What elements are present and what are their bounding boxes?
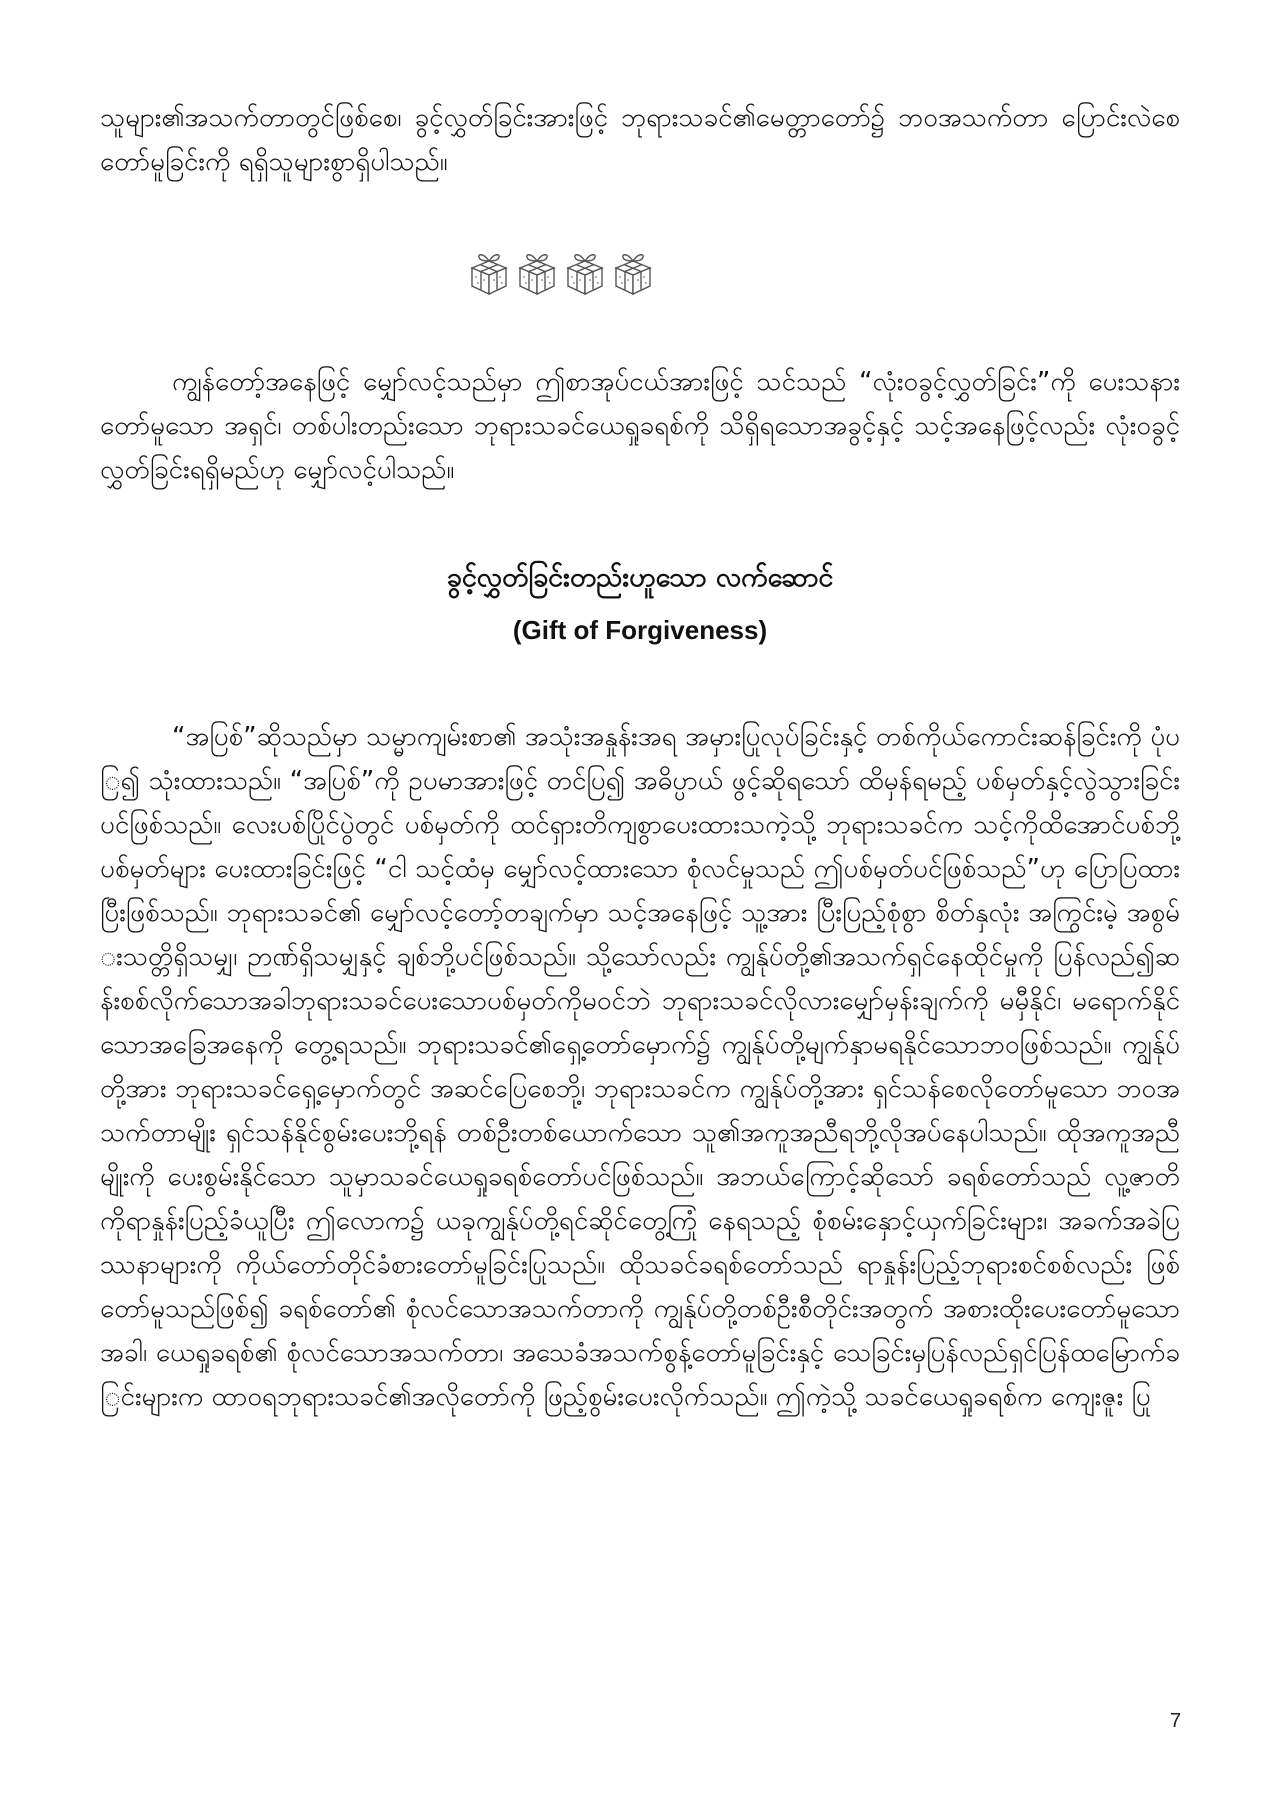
- main-paragraph: “အပြစ်”ဆိုသည်မှာ သမ္မာကျမ်းစာ၏ အသုံးအနှုန်းအရ အမှားပြုလုပ်ခြင်းနှင့် တစ်ကိုယ်ကောင်းဆန်ခြင်းကို ပုံပြ၍ သုံးထားသည်။ “အပြစ်”ကို ဥပမာအားဖြင့် တင်ပြ၍ အဓိပ္ပာယ် ဖွင့်ဆိုရသော် ထိမှန်ရမည့် ပစ်မှတ်နှင့်လွဲသွားခြင်းပင်ဖြစ်သည်။ လေးပစ်ပြိုင်ပွဲတွင် ပစ်မှတ်ကို ထင်ရှားတိကျစွာပေးထားသကဲ့သို့ ဘုရားသခင်က သင့်ကိုထိအောင်ပစ်ဘို့ ပစ်မှတ်များ ပေးထားခြင်းဖြင့် “ငါ သင့်ထံမှ မျှော်လင့်ထားသော စုံလင်မှုသည် ဤပစ်မှတ်ပင်ဖြစ်သည်”ဟု ပြောပြထားပြီးဖြစ်သည်။ ဘုရားသခင်၏ မျှော်လင့်တော့်တချက်မှာ သင့်အနေဖြင့် သူ့အား ပြီးပြည့်စုံစွာ စိတ်နှလုံး အကြွင်းမဲ့ အစွမ်းသတ္တိရှိသမျှ၊ ဉာဏ်ရှိသမျှနှင့် ချစ်ဘို့ပင်ဖြစ်သည်။ သို့သော်လည်း ကျွန်ုပ်တို့၏အသက်ရှင်နေထိုင်မှုကို ပြန်လည်၍ဆန်းစစ်လိုက်သောအခါဘုရားသခင်ပေးသောပစ်မှတ်ကိုမဝင်ဘဲ ဘုရားသခင်လိုလားမျှော်မှန်းချက်ကို မမှီနိုင်၊ မရောက်နိုင်သောအခြေအနေကို တွေ့ရသည်။ ဘုရားသခင်၏ရှေ့တော်မှောက်၌ ကျွန်ုပ်တို့မျက်နှာမရနိုင်သောဘဝဖြစ်သည်။ ကျွန်ုပ်တို့အား ဘုရားသခင်ရှေ့မှောက်တွင် အဆင်ပြေစေဘို့၊ ဘုရားသခင်က ကျွန်ုပ်တို့အား ရှင်သန်စေလိုတော်မူသော ဘဝအသက်တာမျိုး ရှင်သန်နိုင်စွမ်းပေးဘို့ရန် တစ်ဦးတစ်ယောက်သော သူ၏အကူအညီရဘို့လိုအပ်နေပါသည်။ ထိုအကူအညီမျိုးကို ပေးစွမ်းနိုင်သော သူမှာသခင်ယေရှုခရစ်တော်ပင်ဖြစ်သည်။ အဘယ်ကြောင့်ဆိုသော် ခရစ်တော်သည် လူ့ဇာတိကိုရာနှုန်းပြည့်ခံယူပြီး ဤလောက၌ ယခုကျွန်ုပ်တို့ရင်ဆိုင်တွေ့ကြုံ နေရသည့် စုံစမ်းနှောင့်ယှက်ခြင်းများ၊ အခက်အခဲပြဿနာများကို ကိုယ်တော်တိုင်ခံစားတော်မူခြင်းပြုသည်။ ထိုသခင်ခရစ်တော်သည် ရာနှုန်းပြည့်ဘုရားစင်စစ်လည်း ဖြစ်တော်မူသည်ဖြစ်၍ ခရစ်တော်၏ စုံလင်သောအသက်တာကို ကျွန်ုပ်တို့တစ်ဦးစီတိုင်းအတွက် အစားထိုးပေးတော်မူသောအခါ၊ ယေရှုခရစ်၏ စုံလင်သောအသက်တာ၊ အသေခံအသက်စွန့်တော်မူခြင်းနှင့် သေခြင်းမှပြန်လည်ရှင်ပြန်ထမြောက်ခြင်းများက ထာဝရဘုရားသခင်၏အလိုတော်ကို ဖြည့်စွမ်းပေးလိုက်သည်။ ဤကဲ့သို့ သခင်ယေရှုခရစ်က ကျေးဇူး ပြု: [100, 722, 1180, 1412]
- wish-paragraph: ကျွန်တော့်အနေဖြင့် မျှော်လင့်သည်မှာ ဤစာအုပ်ငယ်အားဖြင့် သင်သည် “လုံးဝခွင့်လွှတ်ခြင်း”ကို ပေးသနားတော်မူသော အရှင်၊ တစ်ပါးတည်းသော ဘုရားသခင်ယေရှုခရစ်ကို သိရှိရသောအခွင့်နှင့် သင့်အနေဖြင့်လည်း လုံးဝခွင့်လွှတ်ခြင်းရရှိမည်ဟု မျှော်လင့်ပါသည်။: [100, 367, 1180, 485]
- section-subtitle: (Gift of Forgiveness): [512, 615, 768, 645]
- gift-box-icon: [466, 250, 512, 296]
- gift-box-icon: [514, 250, 560, 296]
- gift-box-icon: [610, 250, 656, 296]
- page-number: 7: [1170, 1710, 1182, 1732]
- section-title: ခွင့်လွှတ်ခြင်းတည်းဟူသော လက်ဆောင်: [446, 562, 834, 593]
- gift-ornament: [466, 250, 658, 298]
- gift-box-icon: [562, 250, 608, 296]
- continuation-paragraph: သူများ၏အသက်တာတွင်ဖြစ်စေ၊ ခွင့်လွှတ်ခြင်းအားဖြင့် ဘုရားသခင်၏မေတ္တာတော်၌ ဘဝအသက်တာ ပြောင်းလဲစေတော်မူခြင်းကို ရရှိသူများစွာရှိပါသည်။: [100, 103, 1180, 177]
